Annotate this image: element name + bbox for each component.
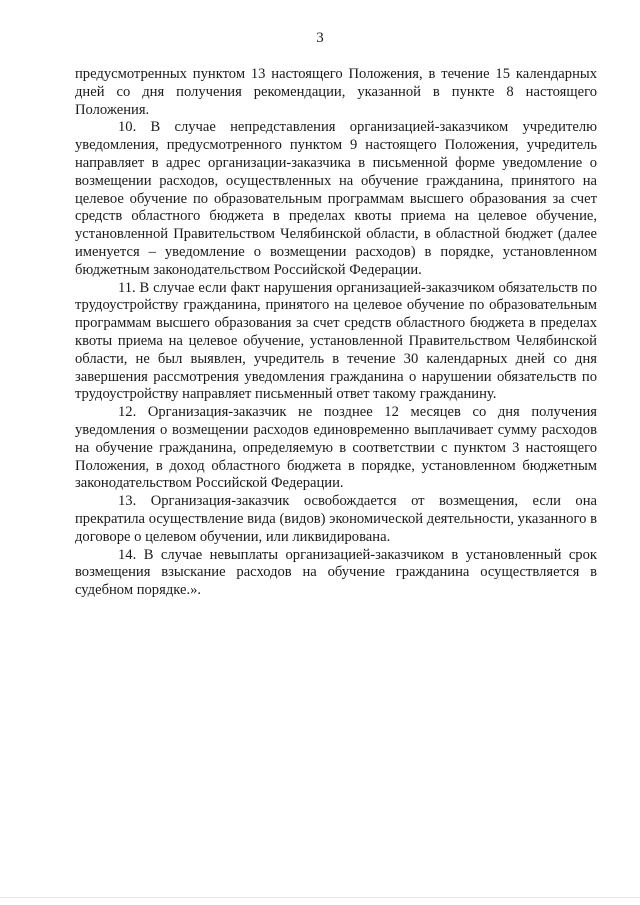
page-number: 3 [316,30,324,46]
page-bottom-edge [0,897,640,898]
paragraph-10: 10. В случае непредставления организацией-заказчиком учредителю уведомления, предусмотренного пунктом 9 настоящего Положения, учредитель направляет в адрес организации-заказчика в письменной форме уведомление о возмещении расходов, осуществленных на обучение гражданина, принятого на целевое обучение по образовательным программам высшего образования за счет средств областного бюджета в пределах квоты приема на целевое обучение, установленной Правительством Челябинской области, в областной бюджет (далее именуется – уведомление о возмещении расходов) в порядке, установленном бюджетным законодательством Российской Федерации. [75,119,597,278]
paragraph-11: 11. В случае если факт нарушения организацией-заказчиком обязательств по трудоустройству гражданина, принятого на целевое обучение по образовательным программам высшего образования за счет средств областного бюджета в пределах квоты приема на целевое обучение, установленной Правительством Челябинской области, не был выявлен, учредитель в течение 30 календарных дней со дня завершения рассмотрения уведомления гражданина о нарушении обязательств по трудоустройству направляет письменный ответ такому гражданину. [75,279,597,403]
document-body [75,66,597,600]
paragraph-13: 13. Организация-заказчик освобождается от возмещения, если она прекратила осуществление вида (видов) экономической деятельности, указанного в договоре о целевом обучении, или ликвидирована. [75,493,597,545]
paragraph-12: 12. Организация-заказчик не позднее 12 месяцев со дня получения уведомления о возмещении расходов единовременно выплачивает сумму расходов на обучение гражданина, определяемую в соответствии с пунктом 3 настоящего Положения, в доход областного бюджета в порядке, установленном бюджетным законодательством Российской Федерации. [75,404,597,492]
paragraph-continuation: предусмотренных пунктом 13 настоящего Положения, в течение 15 календарных дней со дня получения рекомендации, указанной в пункте 8 настоящего Положения. [75,66,597,118]
paragraph-14: 14. В случае невыплаты организацией-заказчиком в установленный срок возмещения взыскание расходов на обучение гражданина осуществляется в судебном порядке.». [75,546,597,599]
